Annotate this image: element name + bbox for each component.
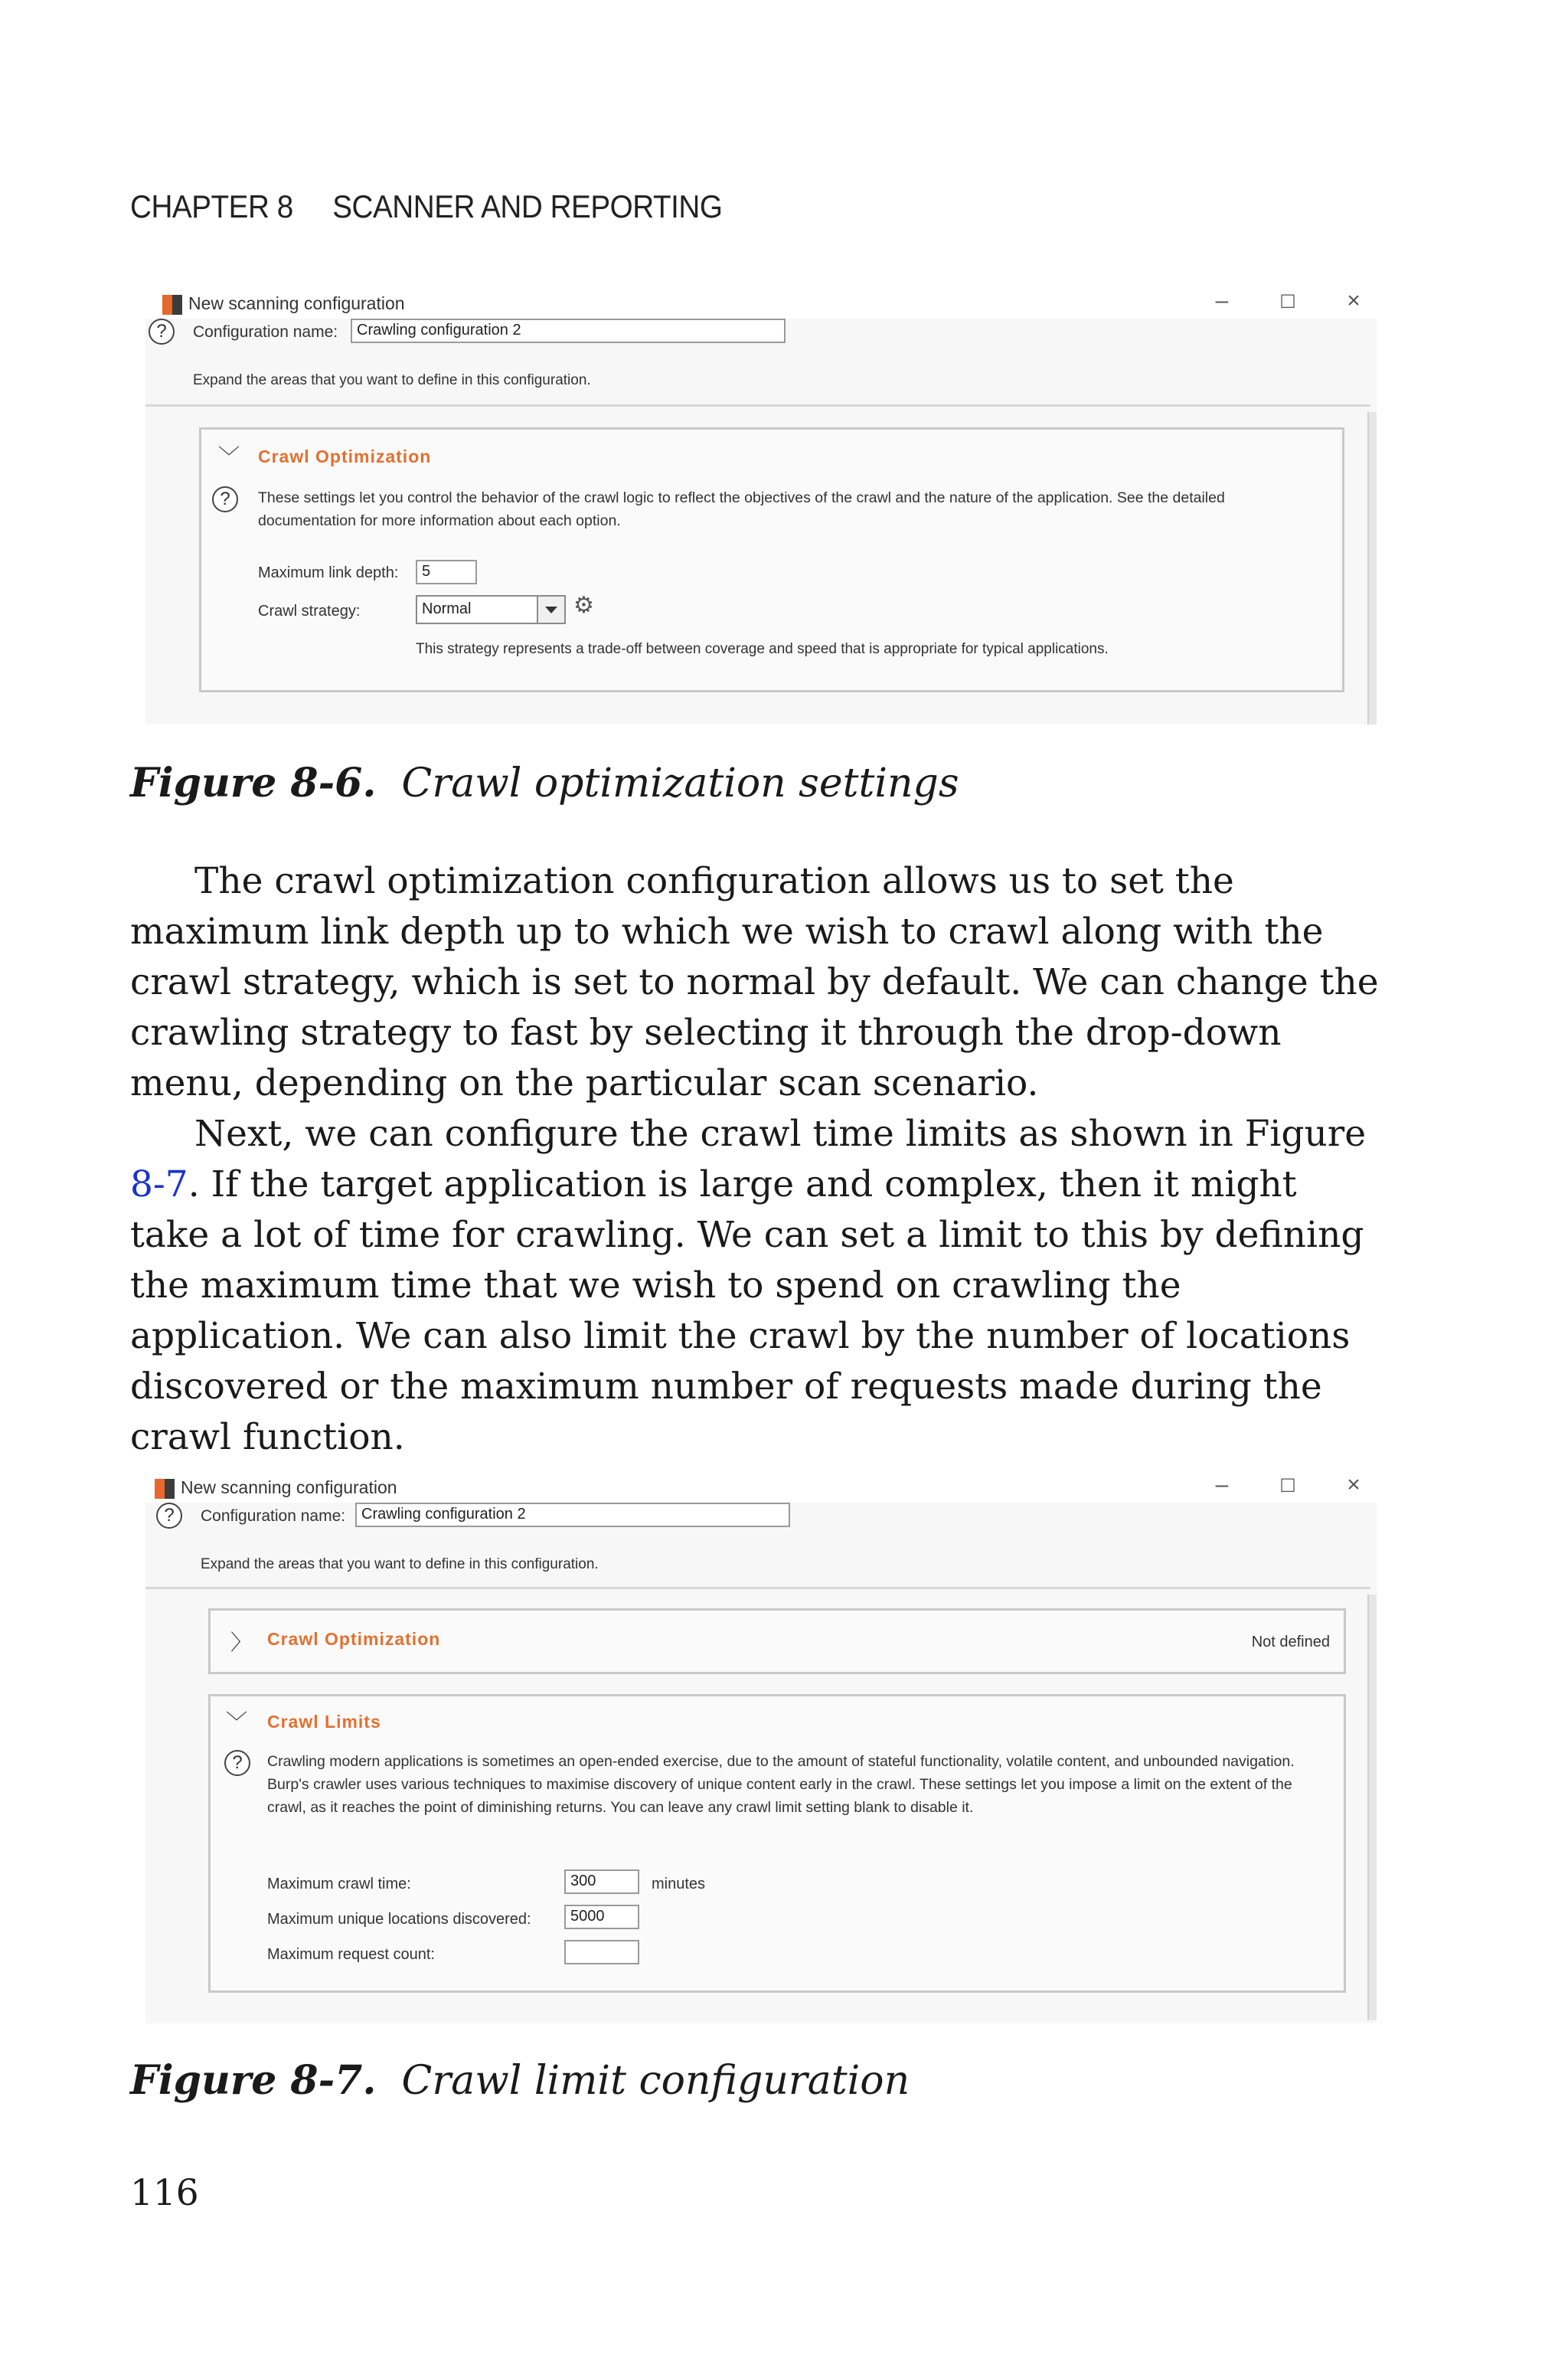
crawl-optimization-panel-collapsed[interactable] xyxy=(208,1608,1346,1674)
chapter-label: CHAPTER 8 xyxy=(130,188,293,224)
figure-caption xyxy=(130,2057,910,2104)
gear-icon[interactable]: ⚙ xyxy=(573,593,594,618)
expand-hint: Expand the areas that you want to define in this configuration. xyxy=(193,372,591,388)
config-name-label: Configuration name: xyxy=(201,1507,346,1525)
figure-caption xyxy=(130,760,959,806)
panel-title: Crawl Limits xyxy=(267,1712,381,1732)
help-icon[interactable]: ? xyxy=(212,486,238,512)
max-locations-input[interactable]: 5000 xyxy=(564,1905,639,1929)
help-icon[interactable]: ? xyxy=(224,1750,250,1776)
max-crawl-time-label: Maximum crawl time: xyxy=(267,1876,411,1892)
figure-link[interactable]: 8-7 xyxy=(130,1163,188,1205)
chevron-right-icon[interactable]: 〉 xyxy=(230,1631,253,1654)
minimize-icon[interactable]: – xyxy=(1215,1472,1229,1497)
window-body xyxy=(145,1503,1377,2023)
scrollbar[interactable] xyxy=(1367,1595,1377,2020)
config-name-input[interactable]: Crawling configuration 2 xyxy=(351,319,786,343)
help-icon[interactable]: ? xyxy=(149,319,175,345)
page-number: 116 xyxy=(130,2172,199,2214)
status-text: Not defined xyxy=(1251,1634,1330,1650)
max-link-depth-label: Maximum link depth: xyxy=(258,564,399,581)
crawl-strategy-value: Normal xyxy=(422,600,472,617)
figure-label: Figure 8-7. xyxy=(130,2057,377,2104)
help-icon[interactable]: ? xyxy=(156,1503,182,1529)
divider xyxy=(145,1587,1370,1589)
window-title: New scanning configuration xyxy=(181,1477,397,1497)
max-crawl-time-input[interactable]: 300 xyxy=(564,1869,639,1894)
max-requests-input[interactable] xyxy=(564,1940,639,1964)
config-name-input[interactable]: Crawling configuration 2 xyxy=(355,1503,790,1527)
figure-8-6-window xyxy=(145,285,1377,725)
running-header xyxy=(130,188,722,225)
panel-title: Crawl Optimization xyxy=(267,1629,441,1649)
config-name-label: Configuration name: xyxy=(193,323,338,341)
section-label: SCANNER AND REPORTING xyxy=(332,188,723,224)
crawl-strategy-label: Crawl strategy: xyxy=(258,603,361,620)
max-crawl-time-unit: minutes xyxy=(652,1876,706,1892)
divider xyxy=(145,404,1370,407)
max-link-depth-input[interactable]: 5 xyxy=(416,560,477,584)
chevron-down-icon[interactable]: ﹀ xyxy=(218,445,240,469)
max-locations-label: Maximum unique locations discovered: xyxy=(267,1911,531,1928)
chevron-down-icon[interactable]: ﹀ xyxy=(226,1710,248,1734)
window-titlebar xyxy=(145,1469,1377,1503)
paragraph-text-start: Next, we can configure the crawl time limits as shown in Figure xyxy=(194,1113,1367,1155)
figure-label: Figure 8-6. xyxy=(130,760,377,806)
scrollbar[interactable] xyxy=(1367,412,1377,725)
panel-description: Crawling modern applications is sometimes an open-ended exercise, due to the amount of stateful functionality, volatile content, and unbounded navigation. Burp's crawler uses various techniques to maximise discovery of unique content early in the crawl. These settings let you impose a limit on the extent of the crawl, as it reaches the point of diminishing returns. You can leave any crawl limit setting blank to disable it. xyxy=(267,1753,1295,1816)
close-icon[interactable]: × xyxy=(1347,288,1361,313)
dropdown-arrow-icon[interactable] xyxy=(537,597,564,623)
burp-app-icon xyxy=(155,1479,175,1499)
max-requests-label: Maximum request count: xyxy=(267,1946,435,1963)
burp-app-icon xyxy=(162,295,182,315)
paragraph-text: The crawl optimization configuration allows us to set the maximum link depth up to which we wish to crawl along with the crawl strategy, which is set to normal by default. We can change the crawling strategy to fast by selecting it through the drop-down menu, depending on the particular scan scenario. xyxy=(130,860,1379,1104)
figure-title: Crawl limit configuration xyxy=(401,2058,910,2104)
crawl-limits-panel xyxy=(208,1694,1346,1993)
crawl-optimization-panel xyxy=(199,427,1344,692)
maximize-icon[interactable]: ☐ xyxy=(1279,292,1296,312)
close-icon[interactable]: × xyxy=(1347,1472,1361,1497)
panel-title: Crawl Optimization xyxy=(258,446,432,466)
figure-8-7-window xyxy=(145,1469,1377,2023)
crawl-strategy-select[interactable] xyxy=(416,595,566,624)
window-title: New scanning configuration xyxy=(188,293,405,313)
panel-description: These settings let you control the behavior of the crawl logic to reflect the objectives of the crawl and the nature of the application. See the detailed documentation for more information about each option. xyxy=(258,489,1225,529)
window-titlebar xyxy=(145,285,1377,319)
minimize-icon[interactable]: – xyxy=(1215,288,1229,313)
figure-title: Crawl optimization settings xyxy=(401,761,959,806)
maximize-icon[interactable]: ☐ xyxy=(1279,1476,1296,1496)
window-body xyxy=(145,319,1377,725)
paragraph-text-end: . If the target application is large and complex, then it might take a lot of time for crawling. We can set a limit to this by defining the maximum time that we wish to spend on crawling the application. We can also limit the crawl by the number of locations discovered or the maximum number of requests made during the crawl function. xyxy=(130,1163,1364,1458)
body-paragraph xyxy=(130,856,1386,1109)
body-paragraph xyxy=(130,1109,1386,1463)
strategy-note: This strategy represents a trade-off between coverage and speed that is appropriate for typical applications. xyxy=(416,641,1109,657)
expand-hint: Expand the areas that you want to define in this configuration. xyxy=(201,1556,599,1572)
